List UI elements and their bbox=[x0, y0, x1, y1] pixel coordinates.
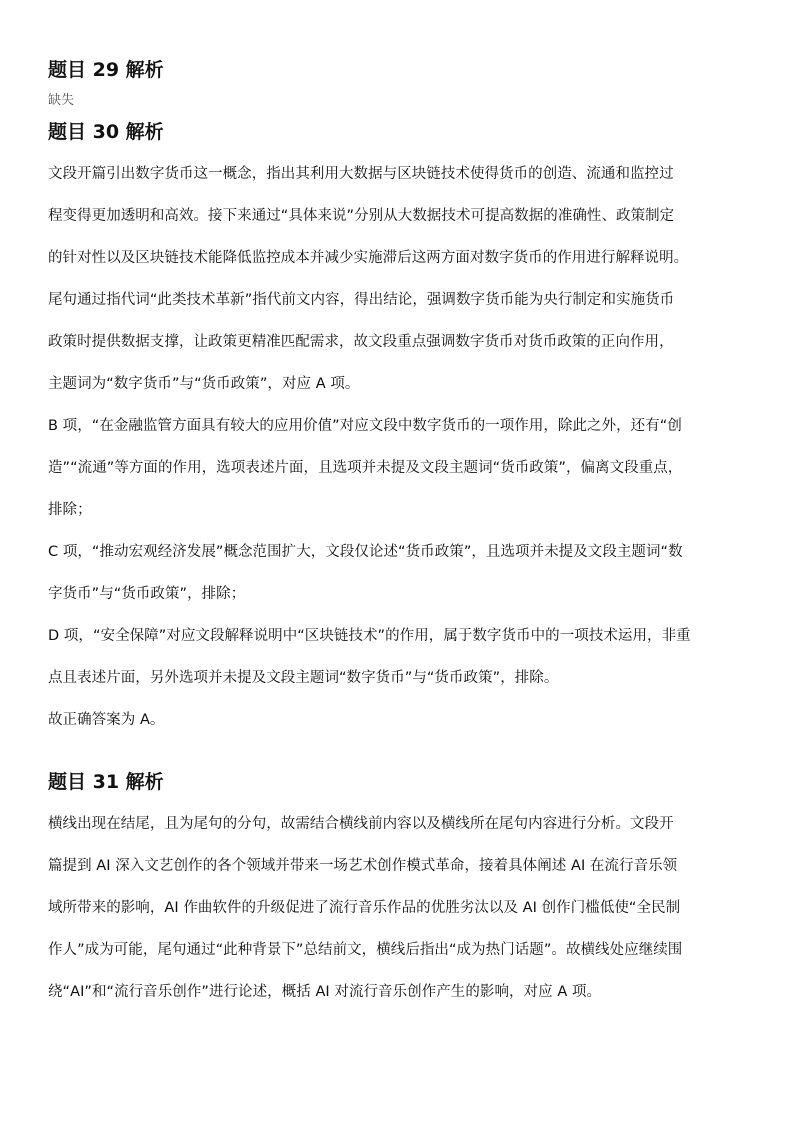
paragraph-line: 横线出现在结尾，且为尾句的分句，故需结合横线前内容以及横线所在尾句内容进行分析。文段开 bbox=[48, 816, 674, 832]
paragraph-line: 排除； bbox=[48, 502, 92, 518]
paragraph-line: B 项，“在金融监管方面具有较大的应用价值”对应文段中数字货币的一项作用，除此之外，还有“创 bbox=[48, 418, 682, 434]
paragraph-line: 程变得更加透明和高效。接下来通过“具体来说”分别从大数据技术可提高数据的准确性、政策制定 bbox=[48, 208, 675, 224]
paragraph-line: 绕“AI”和“流行音乐创作”进行论述，概括 AI 对流行音乐创作产生的影响，对应 A 项。 bbox=[48, 984, 602, 1000]
q29-missing-note: 缺失 bbox=[48, 93, 75, 108]
paragraph-line: 字货币”与“货币政策”，排除； bbox=[48, 586, 246, 602]
paragraph-line: 政策时提供数据支撑，让政策更精准匹配需求，故文段重点强调数字货币对货币政策的正向作用， bbox=[48, 334, 674, 350]
answer-line: 故正确答案为 A。 bbox=[48, 712, 165, 728]
paragraph-line: 篇提到 AI 深入文艺创作的各个领域并带来一场艺术创作模式革命，接着具体阐述 AI 在流行音乐领 bbox=[48, 858, 678, 874]
paragraph-line: 点且表述片面，另外选项并未提及文段主题词“数字货币”与“货币政策”，排除。 bbox=[48, 670, 559, 686]
paragraph-line: D 项，“安全保障”对应文段解释说明中“区块链技术”的作用，属于数字货币中的一项技术运用，非重 bbox=[48, 628, 691, 644]
paragraph-line: 域所带来的影响，AI 作曲软件的升级促进了流行音乐作品的优胜劣汰以及 AI 创作门槛低使“全民制 bbox=[48, 900, 681, 916]
paragraph-line: 文段开篇引出数字货币这一概念，指出其利用大数据与区块链技术使得货币的创造、流通和监控过 bbox=[48, 166, 674, 182]
q29-heading: 题目 29 解析 bbox=[48, 59, 164, 81]
paragraph-line: 主题词为“数字货币”与“货币政策”，对应 A 项。 bbox=[48, 376, 360, 392]
q31-heading: 题目 31 解析 bbox=[48, 771, 164, 793]
paragraph-line: 的针对性以及区块链技术能降低监控成本并减少实施滞后这两方面对数字货币的作用进行解释说明。 bbox=[48, 250, 689, 266]
paragraph-line: 尾句通过指代词“此类技术革新”指代前文内容，得出结论，强调数字货币能为央行制定和实施货币 bbox=[48, 292, 675, 308]
paragraph-line: 作人”成为可能，尾句通过“此种背景下”总结前文，横线后指出“成为热门话题”。故横线处应继续围 bbox=[48, 942, 683, 958]
q30-heading: 题目 30 解析 bbox=[48, 121, 164, 143]
paragraph-line: C 项，“推动宏观经济发展”概念范围扩大，文段仅论述“货币政策”，且选项并未提及文段主题词“数 bbox=[48, 544, 683, 560]
paragraph-line: 造”“流通”等方面的作用，选项表述片面，且选项并未提及文段主题词“货币政策”，偏离文段重点， bbox=[48, 460, 683, 476]
